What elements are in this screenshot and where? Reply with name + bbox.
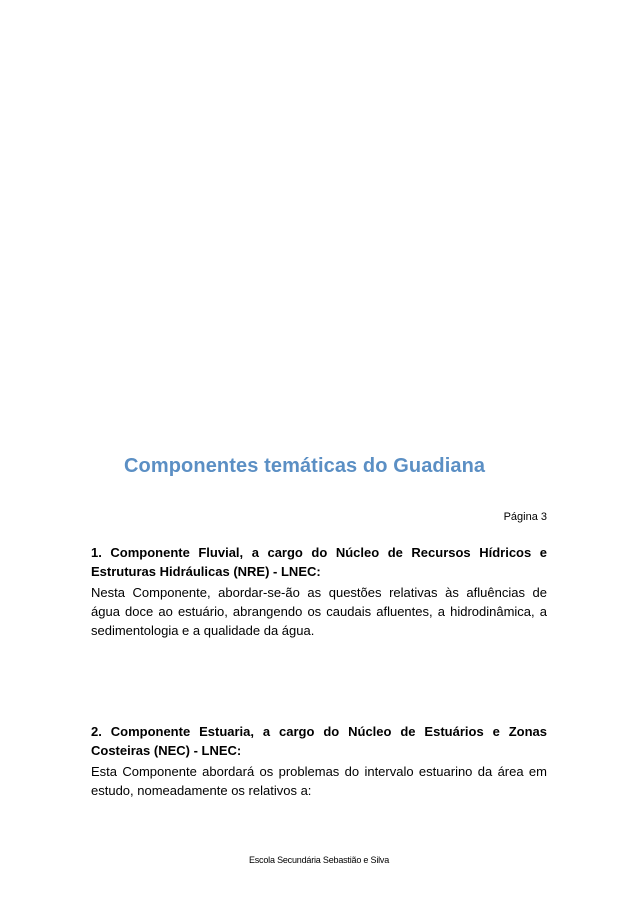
section-body: Esta Componente abordará os problemas do intervalo estuarino da área em estudo, nomeadamente os relativos a: bbox=[91, 764, 547, 798]
section-estuaria bbox=[91, 722, 547, 800]
page-number: Página 3 bbox=[503, 511, 547, 523]
section-heading: 1. Componente Fluvial, a cargo do Núcleo de Recursos Hídricos e Estruturas Hidráulicas (NRE) - LNEC: bbox=[91, 545, 547, 579]
section-body: Nesta Componente, abordar-se-ão as questões relativas às afluências de água doce ao estuário, abrangendo os caudais afluentes, a hidrodinâmica, a sedimentologia e a qualidade da água. bbox=[91, 585, 547, 638]
page-footer: Escola Secundária Sebastião e Silva bbox=[248, 855, 390, 865]
section-fluvial bbox=[91, 543, 547, 640]
document-title: Componentes temáticas do Guadiana bbox=[124, 455, 486, 477]
section-heading: 2. Componente Estuaria, a cargo do Núcleo de Estuários e Zonas Costeiras (NEC) - LNEC: bbox=[91, 724, 547, 758]
